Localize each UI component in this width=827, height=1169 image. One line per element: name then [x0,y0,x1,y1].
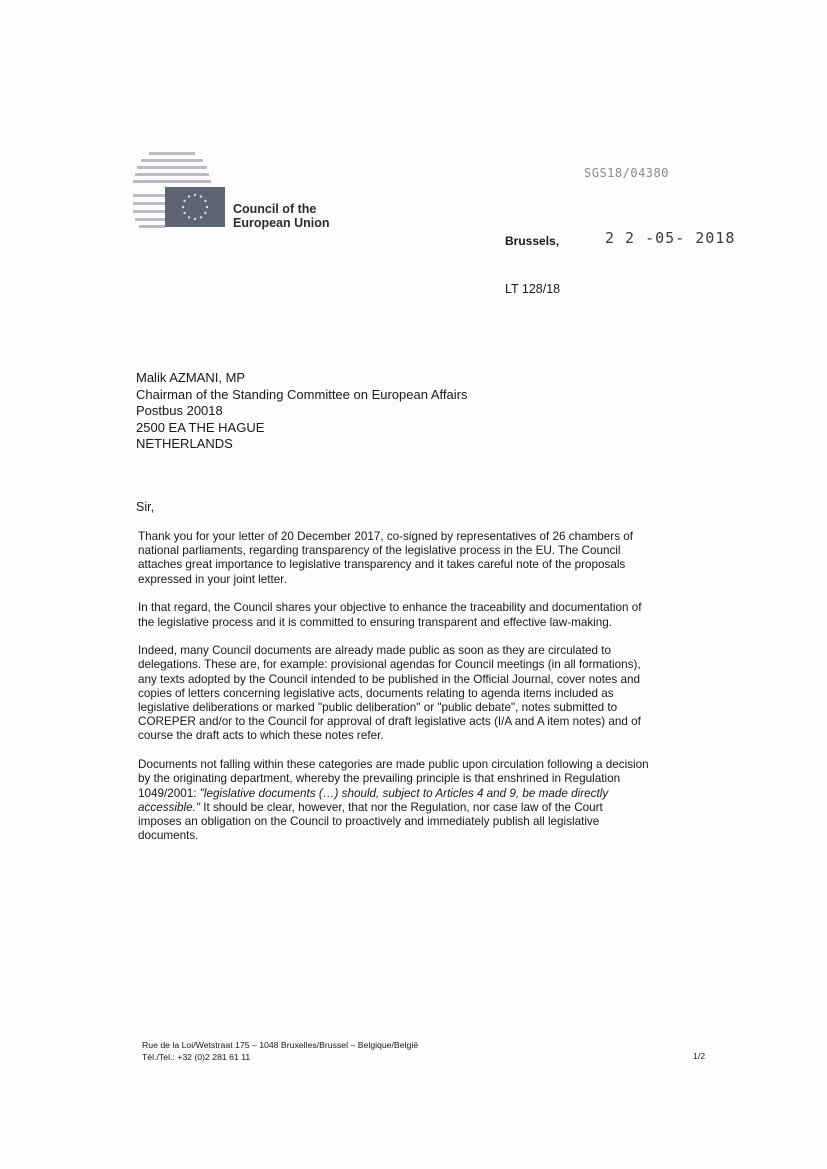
logo-line-2: European Union [233,216,330,230]
page-number: 1/2 [693,1051,706,1061]
address-line: Postbus 20018 [136,403,223,418]
date-stamp: 2 2 -05- 2018 [605,229,736,247]
footer-address [142,1039,418,1063]
address-line: Malik AZMANI, MP [136,370,246,385]
body-line: copies of letters concerning legislative acts, documents relating to agenda items included as [138,686,614,700]
paragraph-4 [138,758,708,843]
body-line: expressed in your joint letter. [138,572,287,586]
paragraph-3 [138,644,708,743]
body-line: Documents not falling within these categories are made public upon circulation following a decision [138,758,649,772]
body-line: imposes an obligation on the Council to proactively and immediately publish all legislative [138,814,600,828]
body-line: Thank you for your letter of 20 December 2017, co-signed by representatives of 26 chambers of [138,530,634,543]
body-line: any texts adopted by the Council intended to be published in the Official Journal, cover notes and [138,672,641,686]
footer-line: Rue de la Loi/Wetstraat 175 – 1048 Bruxelles/Brussel – Belgique/België [142,1040,419,1050]
body-line-mixed [138,787,708,801]
quoted-regulation-text: accessible." [138,800,200,814]
body-line: attaches great importance to legislative transparency and it takes careful note of the proposals [138,558,626,572]
eu-flag-icon [165,187,225,227]
body-text-run: 1049/2001: [138,786,200,800]
logo-line-1: Council of the [233,202,317,216]
body-line: documents. [138,829,199,843]
salutation: Sir, [136,500,155,514]
body-text-run: It should be clear, however, that nor the Regulation, nor case law of the Court [199,800,603,814]
body-line: Indeed, many Council documents are already made public as soon as they are circulated to [138,644,611,658]
paragraph-1 [138,530,708,587]
body-line: delegations. These are, for example: provisional agendas for Council meetings (in all formations), [138,658,641,672]
registration-stamp: SGS18/04380 [584,166,669,180]
body-line: by the originating department, whereby the prevailing principle is that enshrined in Regulation [138,772,621,786]
address-line: 2500 EA THE HAGUE [136,419,265,435]
quoted-regulation-text: "legislative documents (…) should, subject to Articles 4 and 9, be made directly [199,786,609,800]
place: Brussels, [505,234,560,248]
body-line: course the draft acts to which these notes refer. [138,729,384,743]
letter-reference: LT 128/18 [505,282,561,296]
paragraph-2 [138,601,708,629]
logo-text [233,202,330,230]
letter-body [138,530,708,858]
body-line-mixed [138,801,708,815]
body-line: In that regard, the Council shares your objective to enhance the traceability and documentation of [138,601,642,615]
address-line: NETHERLANDS [136,436,233,451]
body-line: the legislative process and it is committed to ensuring transparent and effective law-making. [138,615,613,629]
address-line: Chairman of the Standing Committee on European Affairs [136,386,468,402]
body-line: legislative deliberations or marked "public deliberation" or "public debate", notes submitted to [138,701,618,715]
recipient-address [136,370,467,453]
body-line: COREPER and/or to the Council for approval of draft legislative acts (I/A and A item notes) and of [138,715,641,729]
council-logo [133,150,363,235]
body-line: national parliaments, regarding transparency of the legislative process in the EU. The Council [138,544,621,558]
footer-line: Tél./Tel.: +32 (0)2 281 61 11 [142,1052,251,1062]
